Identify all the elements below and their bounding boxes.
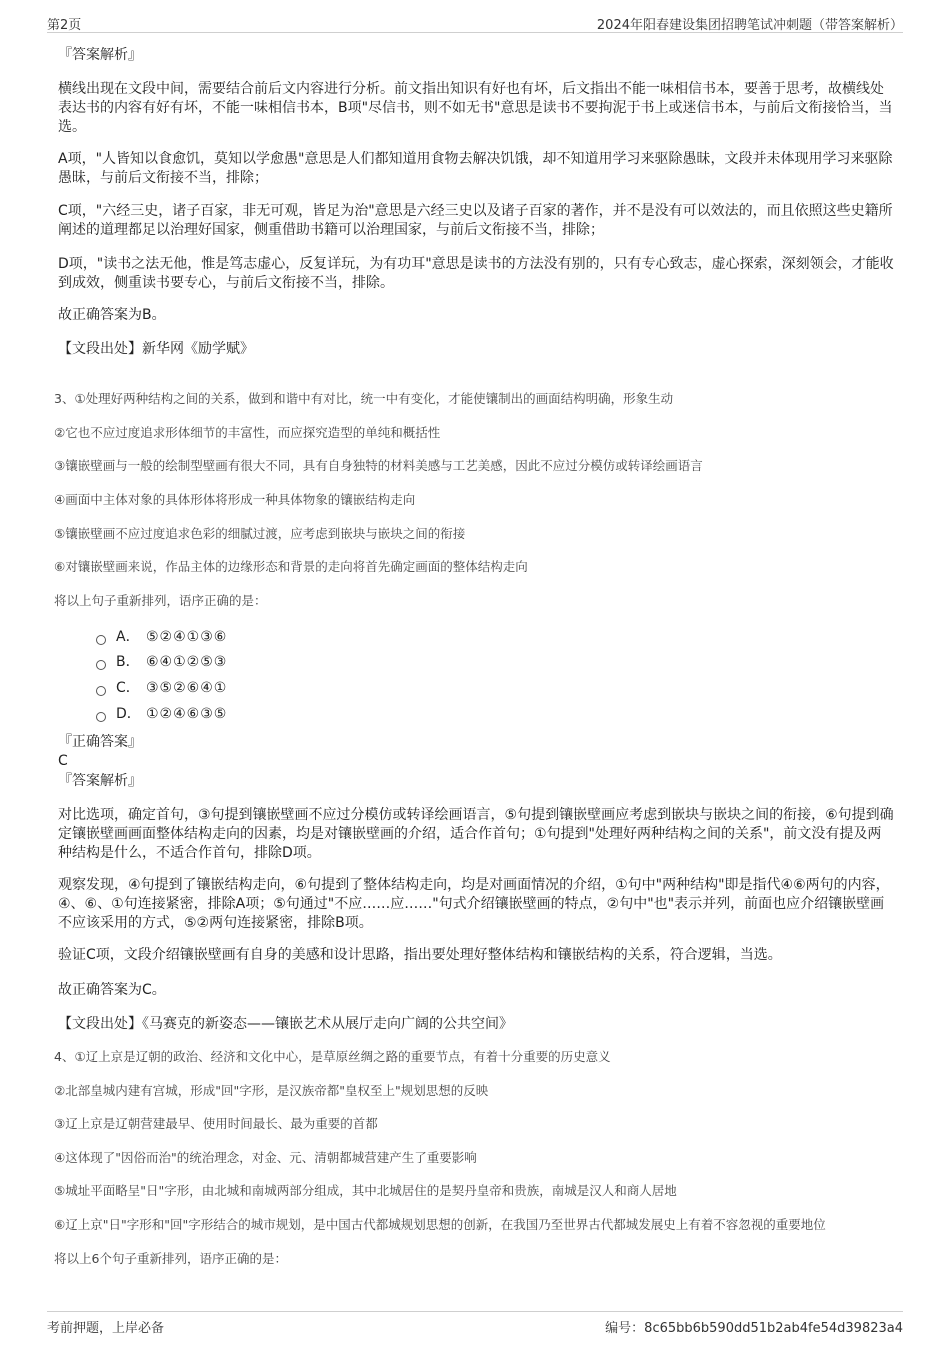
q4-prompt: 将以上6个句子重新排列，语序正确的是： bbox=[54, 1251, 287, 1266]
radio-icon[interactable] bbox=[96, 660, 106, 670]
q2-analysis-paragraph-4: D项，"读书之法无他，惟是笃志虚心，反复详玩，为有功耳"意思是读书的方法没有别的，只有专心致志，虚心探索，深刻领会，才能收到成效，侧重读书要专心，与前后文衔接不当，排除。 bbox=[58, 256, 894, 291]
q2-conclusion: 故正确答案为B。 bbox=[58, 307, 166, 323]
q2-source: 【文段出处】新华网《励学赋》 bbox=[58, 341, 254, 357]
q4-sentence-2: ②北部皇城内建有宫城，形成"回"字形，是汉族帝都"皇权至上"规划思想的反映 bbox=[54, 1083, 489, 1098]
option-value: ⑥④①②⑤③ bbox=[146, 654, 228, 670]
radio-icon[interactable] bbox=[96, 712, 106, 722]
q3-analysis-label: 『答案解析』 bbox=[58, 773, 142, 789]
page-footer bbox=[47, 1311, 903, 1334]
q3-prompt: 将以上句子重新排列，语序正确的是： bbox=[54, 593, 267, 608]
q2-analysis-paragraph-2: A项，"人皆知以食愈饥，莫知以学愈愚"意思是人们都知道用食物去解决饥饿，却不知道用学习来驱除愚昧，文段并未体现用学习来驱除愚昧，与前后文衔接不当，排除； bbox=[58, 151, 893, 186]
page-number: 第2页 bbox=[47, 18, 82, 33]
q3-analysis-paragraph-1: 对比选项，确定首句，③句提到镶嵌壁画不应过分模仿或转译绘画语言，⑤句提到镶嵌壁画应考虑到嵌块与嵌块之间的衔接，⑥句提到确定镶嵌壁画画面整体结构走向的因素，均是对镶嵌壁画的介绍，适合作首句；①句提到"处理好两种结构之间的关系"，前文没有提及两种结构是什么，不适合作首句，排除D项。 bbox=[58, 807, 894, 861]
option-value: ③⑤②⑥④① bbox=[146, 680, 228, 696]
q3-sentence-2: ②它也不应过度追求形体细节的丰富性，而应探究造型的单纯和概括性 bbox=[54, 425, 441, 440]
option-letter: C． bbox=[116, 680, 140, 696]
q3-conclusion: 故正确答案为C。 bbox=[58, 982, 166, 998]
q3-option-d[interactable] bbox=[96, 705, 227, 724]
q3-sentence-1: 3、①处理好两种结构之间的关系，做到和谐中有对比，统一中有变化，才能使镶制出的画面结构明确，形象生动 bbox=[54, 391, 674, 406]
document-title: 2024年阳春建设集团招聘笔试冲刺题（带答案解析） bbox=[596, 18, 903, 33]
q4-sentence-3: ③辽上京是辽朝营建最早、使用时间最长、最为重要的首都 bbox=[54, 1116, 378, 1131]
q4-sentence-6: ⑥辽上京"日"字形和"回"字形结合的城市规划，是中国古代都城规划思想的创新，在我国乃至世界古代都城发展史上有着不容忽视的重要地位 bbox=[54, 1217, 826, 1232]
q3-analysis-paragraph-2: 观察发现，④句提到了镶嵌结构走向，⑥句提到了整体结构走向，均是对画面情况的介绍，①句中"两种结构"即是指代④⑥两句的内容，④、⑥、①句连接紧密，排除A项；⑤句通过"不应……应……"句式介绍镶嵌壁画的特点，②句中"也"表示并列，前面也应介绍镶嵌壁画不应该采用的方式，⑤②两句连接紧密，排除B项。 bbox=[58, 877, 890, 931]
q3-sentence-5: ⑤镶嵌壁画不应过度追求色彩的细腻过渡，应考虑到嵌块与嵌块之间的衔接 bbox=[54, 526, 466, 541]
q3-analysis-paragraph-3: 验证C项，文段介绍镶嵌壁画有自身的美感和设计思路，指出要处理好整体结构和镶嵌结构的关系，符合逻辑，当选。 bbox=[58, 947, 782, 963]
q3-sentence-3: ③镶嵌壁画与一般的绘制型壁画有很大不同，具有自身独特的材料美感与工艺美感，因此不应过分模仿或转译绘画语言 bbox=[54, 458, 703, 473]
q4-sentence-4: ④这体现了"因俗而治"的统治理念，对金、元、清朝都城营建产生了重要影响 bbox=[54, 1150, 477, 1165]
radio-icon[interactable] bbox=[96, 635, 106, 645]
option-letter: A． bbox=[116, 629, 140, 645]
option-letter: B． bbox=[116, 654, 140, 670]
q2-analysis-label: 『答案解析』 bbox=[58, 47, 142, 63]
document-id: 编号：8c65bb6b590dd51b2ab4fe54d39823a4 bbox=[605, 1321, 903, 1336]
q3-option-b[interactable] bbox=[96, 653, 227, 672]
page-header bbox=[47, 10, 903, 33]
q2-analysis-paragraph-1: 横线出现在文段中间，需要结合前后文内容进行分析。前文指出知识有好也有坏，后文指出不能一味相信书本，要善于思考，故横线处表达书的内容有好有坏，不能一味相信书本，B项"尽信书，则不如无书"意思是读书不要拘泥于书上或迷信书本，与前后文衔接恰当，当选。 bbox=[58, 81, 893, 135]
q3-source: 【文段出处】《马赛克的新姿态——镶嵌艺术从展厅走向广阔的公共空间》 bbox=[58, 1016, 513, 1032]
q2-analysis-paragraph-3: C项，"六经三史，诸子百家，非无可观，皆足为治"意思是六经三史以及诸子百家的著作，并不是没有可以效法的，而且依照这些史籍所阐述的道理都足以治理好国家，侧重借助书籍可以治理国家，与前后文衔接不当，排除； bbox=[58, 203, 893, 238]
q4-sentence-5: ⑤城址平面略呈"日"字形，由北城和南城两部分组成，其中北城居住的是契丹皇帝和贵族，南城是汉人和商人居地 bbox=[54, 1183, 677, 1198]
radio-icon[interactable] bbox=[96, 686, 106, 696]
q3-sentence-6: ⑥对镶嵌壁画来说，作品主体的边缘形态和背景的走向将首先确定画面的整体结构走向 bbox=[54, 559, 528, 574]
q3-answer: C bbox=[58, 753, 68, 769]
q3-option-a[interactable] bbox=[96, 628, 227, 647]
q3-sentence-4: ④画面中主体对象的具体形体将形成一种具体物象的镶嵌结构走向 bbox=[54, 492, 416, 507]
option-letter: D． bbox=[116, 706, 141, 722]
q3-answer-label: 『正确答案』 bbox=[58, 734, 142, 750]
option-value: ①②④⑥③⑤ bbox=[146, 706, 228, 722]
option-value: ⑤②④①③⑥ bbox=[146, 629, 228, 645]
footer-slogan: 考前押题，上岸必备 bbox=[47, 1321, 165, 1336]
q3-option-c[interactable] bbox=[96, 679, 227, 698]
q4-sentence-1: 4、①辽上京是辽朝的政治、经济和文化中心，是草原丝绸之路的重要节点，有着十分重要的历史意义 bbox=[54, 1049, 611, 1064]
